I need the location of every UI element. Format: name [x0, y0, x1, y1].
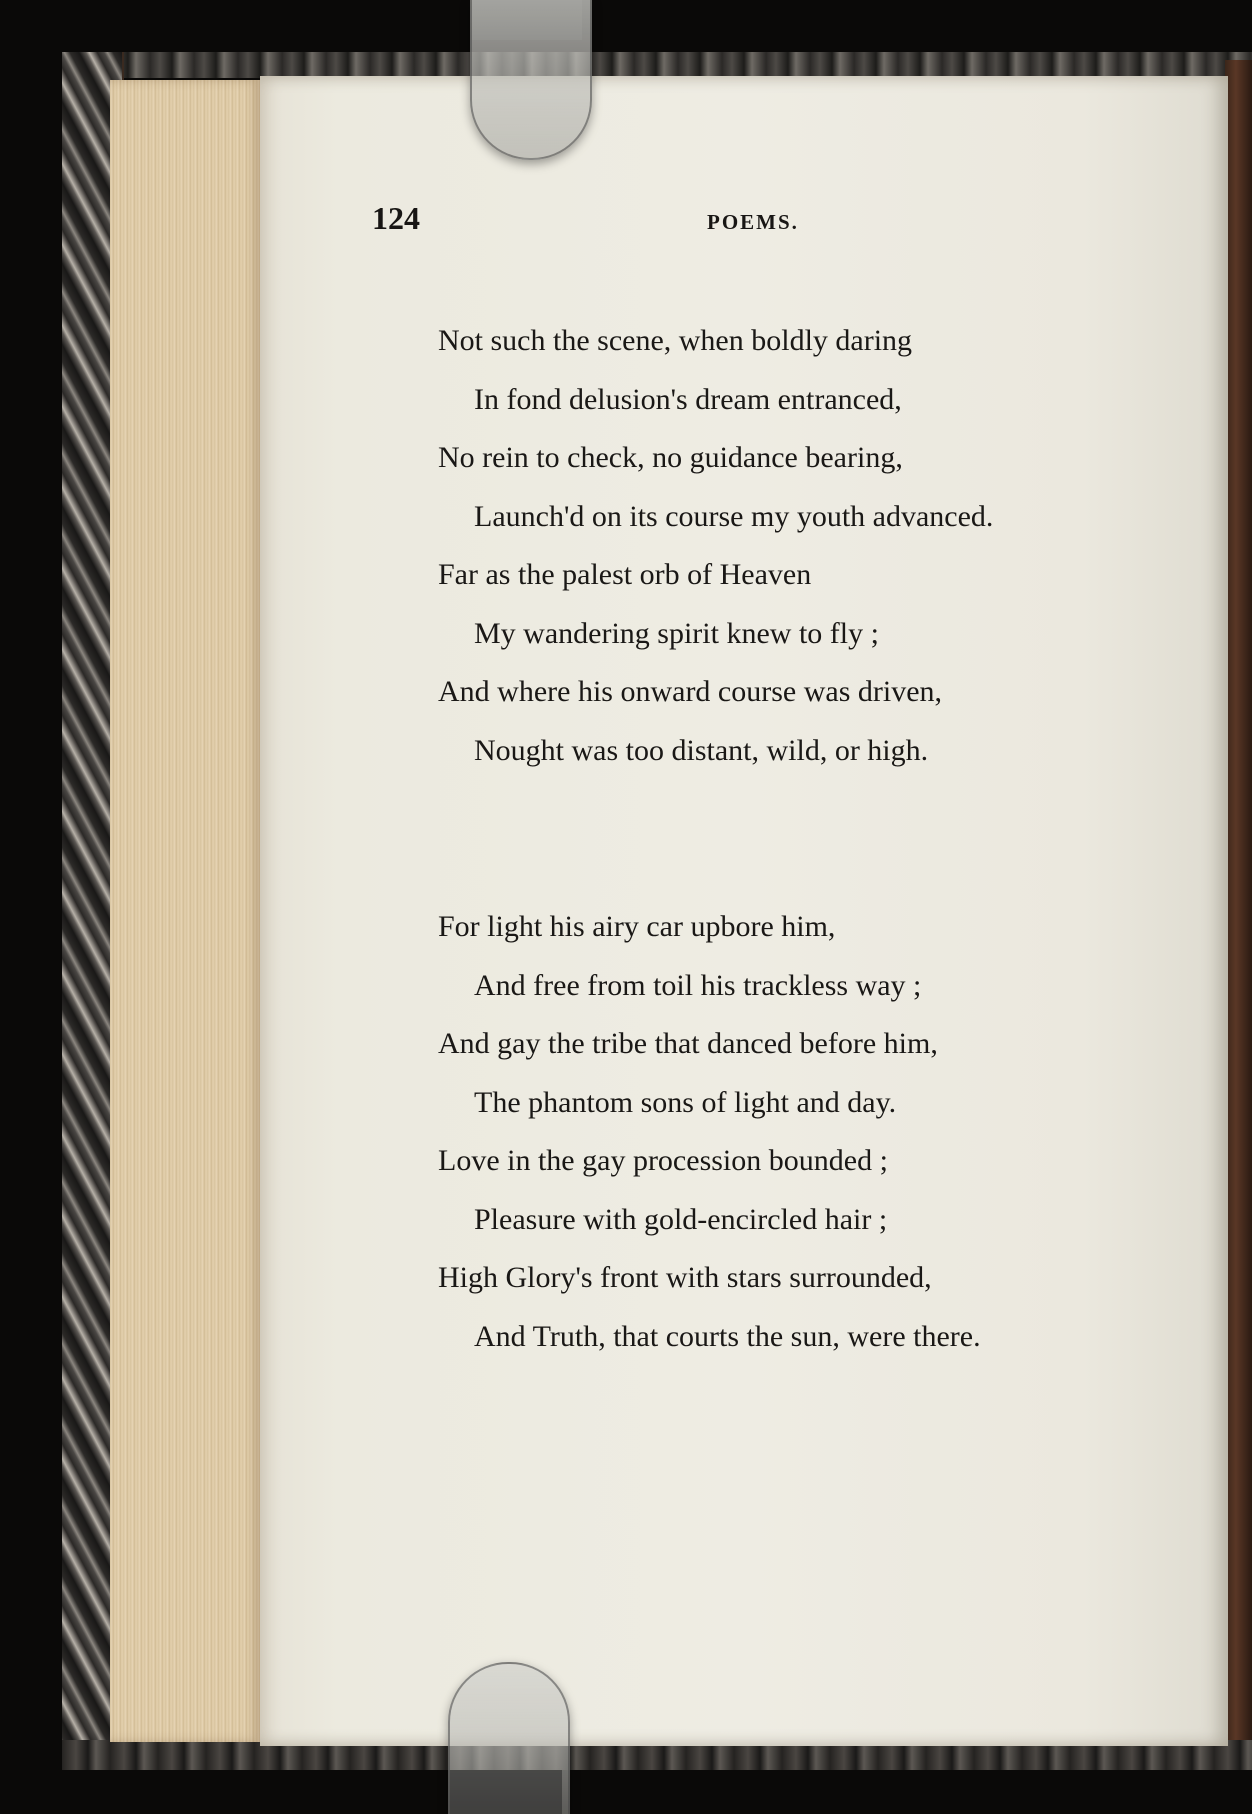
poem-line: And where his onward course was driven,: [438, 675, 943, 708]
marbled-cover-top: [62, 52, 1252, 78]
poem-line: High Glory's front with stars surrounded,: [438, 1261, 932, 1294]
page-number: 124: [372, 200, 420, 236]
poem-line: For light his airy car upbore him,: [438, 910, 836, 943]
page-edges: [110, 80, 260, 1742]
stanza-2: [438, 898, 981, 1366]
poem-line: No rein to check, no guidance bearing,: [438, 441, 903, 474]
book-spine-edge: [1225, 60, 1252, 1770]
poem-line: Pleasure with gold-encircled hair ;: [474, 1202, 888, 1236]
stanza-1: [438, 312, 993, 780]
poem-line: Launch'd on its course my youth advanced.: [474, 499, 994, 533]
poem-line: My wandering spirit knew to fly ;: [474, 616, 879, 650]
poem-line: And gay the tribe that danced before him,: [438, 1027, 938, 1060]
poem-line: The phantom sons of light and day.: [474, 1085, 897, 1119]
poem-line: In fond delusion's dream entranced,: [474, 382, 902, 416]
running-head: POEMS.: [707, 210, 799, 234]
poem-line: Far as the palest orb of Heaven: [438, 558, 812, 591]
poem-line: Love in the gay procession bounded ;: [438, 1144, 888, 1177]
page-header: [372, 200, 1132, 244]
page-clip-top: [470, 0, 592, 160]
poem-line: And Truth, that courts the sun, were there.: [474, 1319, 981, 1353]
clip-strap-bottom: [450, 1770, 562, 1814]
poem-line: And free from toil his trackless way ;: [474, 968, 922, 1002]
poem-line: Not such the scene, when boldly daring: [438, 324, 913, 357]
poem-line: Nought was too distant, wild, or high.: [474, 733, 929, 767]
